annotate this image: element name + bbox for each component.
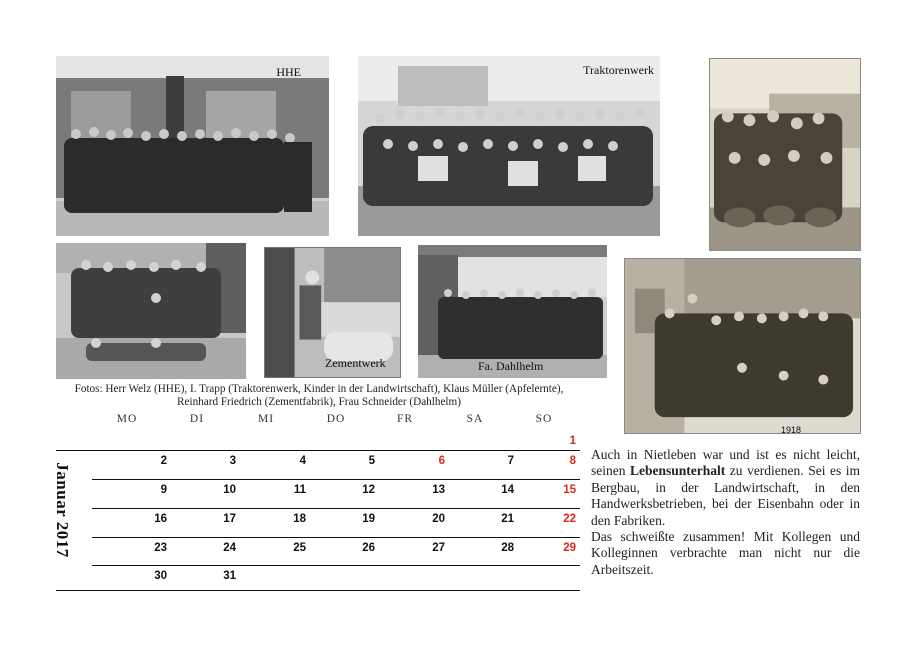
calendar-day: 15 <box>563 484 576 496</box>
calendar-day: 28 <box>501 542 514 554</box>
photo-label-traktorenwerk: Traktorenwerk <box>583 63 654 77</box>
calendar-day: 18 <box>293 513 306 525</box>
calendar-day: 27 <box>432 542 445 554</box>
calendar-day: 22 <box>563 513 576 525</box>
calendar-day: 29 <box>563 542 576 554</box>
calendar-day: 31 <box>223 570 236 582</box>
calendar-day: 4 <box>299 455 306 467</box>
calendar-day: 16 <box>154 513 167 525</box>
weekday-di: DI <box>189 413 205 425</box>
photo-credits <box>56 383 582 409</box>
calendar-day: 5 <box>368 455 375 467</box>
calendar-day: 1 <box>569 435 576 447</box>
weekday-fr: FR <box>396 413 414 425</box>
photo-dahlhelm <box>418 245 607 378</box>
calendar-day: 6 <box>438 455 445 467</box>
weekday-do: DO <box>326 413 346 425</box>
photo-apple-harvest <box>709 58 861 251</box>
body-text-lead: Auch in Nietleben war und ist es nicht leicht, seinen <box>591 447 860 479</box>
calendar-day: 26 <box>362 542 375 554</box>
calendar-day: 8 <box>569 455 576 467</box>
calendar-day: 7 <box>507 455 514 467</box>
calendar-day: 21 <box>501 513 514 525</box>
calendar-rule <box>92 537 580 538</box>
calendar-rule <box>56 450 580 451</box>
calendar-day: 2 <box>160 455 167 467</box>
weekday-so: SO <box>535 413 553 425</box>
photo-label-hhe: HHE <box>276 65 301 79</box>
calendar-day: 19 <box>362 513 375 525</box>
calendar-rule <box>56 590 580 591</box>
photo-zementwerk <box>264 247 401 378</box>
calendar-day: 24 <box>223 542 236 554</box>
photo-credits-line-2: Reinhard Friedrich (Zementfabrik), Frau Schneider (Dahlhelm) <box>177 396 461 408</box>
calendar-day: 10 <box>223 484 236 496</box>
calendar-day: 30 <box>154 570 167 582</box>
body-text-continuation: zu verdienen. Sei es im Bergbau, in der Landwirtschaft, in den Handwerksbetrieben, bei der Eisenbahn oder in den Fabriken. <box>591 463 860 528</box>
calendar-day: 12 <box>362 484 375 496</box>
photo-farm-workers <box>56 243 246 379</box>
photo-children-1918 <box>624 258 861 434</box>
calendar-rule <box>92 508 580 509</box>
calendar-day: 9 <box>160 484 167 496</box>
body-paragraph-1 <box>591 447 860 529</box>
calendar-day: 3 <box>229 455 236 467</box>
calendar-grid <box>56 413 580 593</box>
weekday-mo: MO <box>116 413 138 425</box>
photo-hhe-workers <box>56 56 329 236</box>
photo-label-zementwerk: Zementwerk <box>325 356 386 370</box>
body-text <box>591 447 860 578</box>
photo-label-dahlhelm: Fa. Dahlhelm <box>478 359 544 373</box>
photo-label-1918: 1918 <box>781 425 802 434</box>
calendar-day: 11 <box>293 484 306 496</box>
calendar-day: 13 <box>432 484 445 496</box>
calendar-day: 23 <box>154 542 167 554</box>
calendar-rule <box>92 479 580 480</box>
month-label: Januar 2017 <box>53 462 72 558</box>
body-text-emphasis: Lebensunterhalt <box>630 463 726 479</box>
body-paragraph-2: Das schweißte zusammen! Mit Kollegen und Kolleginnen verbrachte man nicht nur die Arbeitszeit. <box>591 529 860 577</box>
calendar-day: 20 <box>432 513 445 525</box>
weekday-sa: SA <box>466 413 484 425</box>
calendar-rule <box>92 565 580 566</box>
weekday-mi: MI <box>257 413 275 425</box>
calendar-day: 25 <box>293 542 306 554</box>
calendar-day: 17 <box>223 513 236 525</box>
calendar-day: 14 <box>501 484 514 496</box>
photo-credits-line-1: Fotos: Herr Welz (HHE), I. Trapp (Traktorenwerk, Kinder in der Landwirtschaft), Klaus Müller (Apfelernte), <box>74 383 564 395</box>
photo-traktorenwerk-group <box>358 56 660 236</box>
